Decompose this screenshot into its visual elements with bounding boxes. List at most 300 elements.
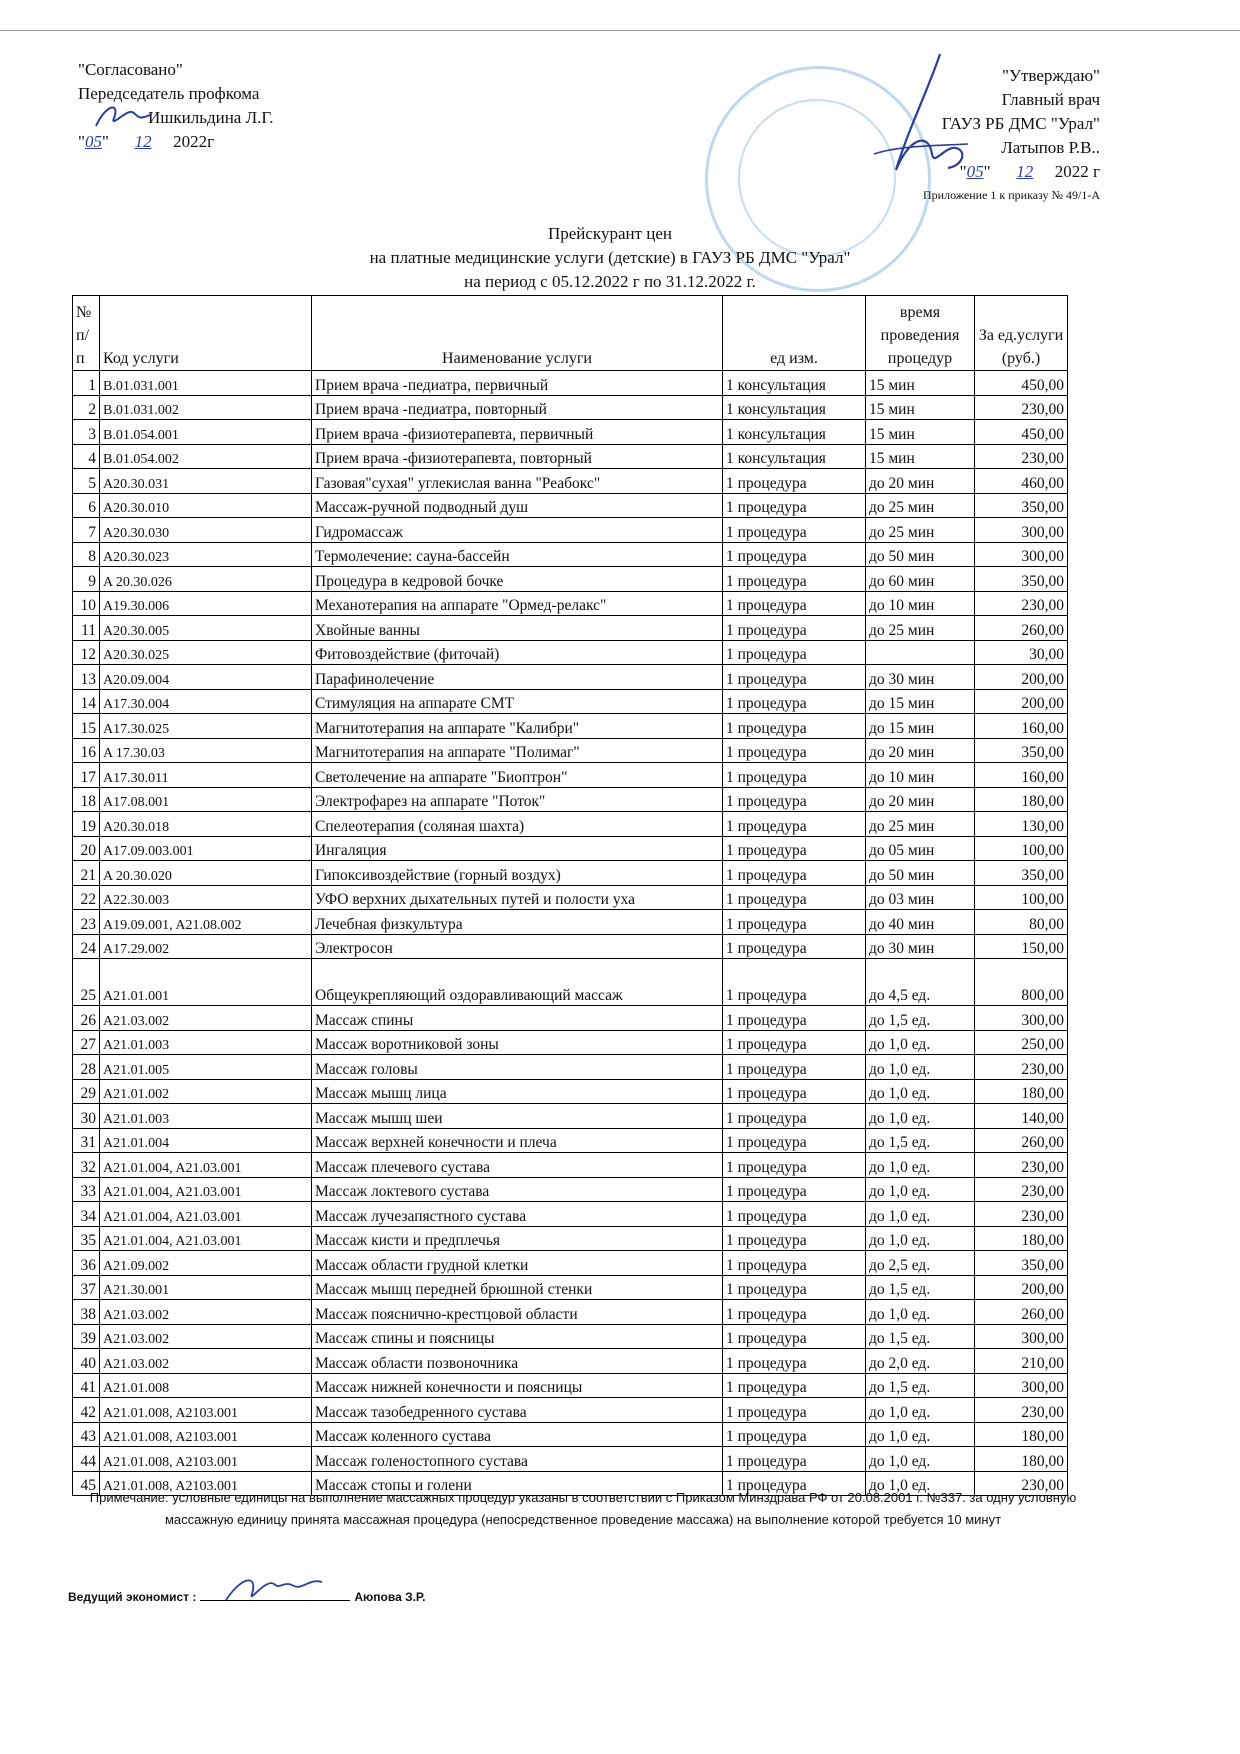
cell-time: 15 мин <box>866 420 975 445</box>
cell-unit: 1 процедура <box>723 910 866 935</box>
cell-time: до 30 мин <box>866 665 975 690</box>
table-row <box>73 1202 1068 1227</box>
table-row <box>73 542 1068 567</box>
cell-price: 300,00 <box>975 1006 1068 1031</box>
table-row <box>73 714 1068 739</box>
cell-unit: 1 процедура <box>723 542 866 567</box>
cell-name: Газовая"сухая" углекислая ванна "Реабокс" <box>312 469 723 494</box>
cell-price: 230,00 <box>975 1471 1068 1496</box>
cell-name: Общеукрепляющий оздоравливающий массаж <box>312 959 723 1006</box>
cell-time: до 1,0 ед. <box>866 1079 975 1104</box>
cell-unit: 1 процедура <box>723 1324 866 1349</box>
table-row <box>73 836 1068 861</box>
cell-time: до 1,5 ед. <box>866 1128 975 1153</box>
cell-time: до 15 мин <box>866 689 975 714</box>
agreed-signature-icon <box>92 100 162 132</box>
cell-price: 230,00 <box>975 1202 1068 1227</box>
cell-code: A21.01.008, A2103.001 <box>100 1471 312 1496</box>
cell-price: 180,00 <box>975 787 1068 812</box>
cell-code: A20.30.010 <box>100 493 312 518</box>
cell-name: УФО верхних дыхательных путей и полости уха <box>312 885 723 910</box>
cell-unit: 1 процедура <box>723 1300 866 1325</box>
cell-code: A21.01.004, A21.03.001 <box>100 1177 312 1202</box>
cell-time: до 10 мин <box>866 763 975 788</box>
table-row <box>73 493 1068 518</box>
cell-price: 260,00 <box>975 1300 1068 1325</box>
table-row <box>73 420 1068 445</box>
cell-price: 180,00 <box>975 1079 1068 1104</box>
cell-price: 300,00 <box>975 1324 1068 1349</box>
cell-n: 18 <box>73 787 100 812</box>
cell-time: до 15 мин <box>866 714 975 739</box>
cell-price: 160,00 <box>975 714 1068 739</box>
cell-code: A21.01.001 <box>100 959 312 1006</box>
cell-code: A21.03.002 <box>100 1324 312 1349</box>
cell-n: 34 <box>73 1202 100 1227</box>
cell-time: до 10 мин <box>866 591 975 616</box>
cell-unit: 1 процедура <box>723 1055 866 1080</box>
cell-unit: 1 процедура <box>723 1471 866 1496</box>
cell-unit: 1 процедура <box>723 1104 866 1129</box>
cell-n: 27 <box>73 1030 100 1055</box>
cell-time: до 05 мин <box>866 836 975 861</box>
economist-name: Аюпова З.Р. <box>354 1590 426 1604</box>
cell-time: до 1,0 ед. <box>866 1153 975 1178</box>
agreed-date-year: 2022г <box>173 132 215 151</box>
approve-org: ГАУЗ РБ ДМС "Урал" <box>941 114 1100 133</box>
table-row <box>73 640 1068 665</box>
cell-time: до 20 мин <box>866 738 975 763</box>
table-row <box>73 371 1068 396</box>
table-row <box>73 1226 1068 1251</box>
cell-time: до 50 мин <box>866 861 975 886</box>
footnote: Примечание: условные единицы на выполнение массажных процедур указаны в соответствии с Приказом Минздрава РФ от 20.08.2001 г. №337. за одну условную массажную единицу принята массажная процедура (непосредственное проведение массажа) на выполнение которой требуется 10 минут <box>89 1490 1077 1527</box>
cell-name: Гипоксивоздействие (горный воздух) <box>312 861 723 886</box>
cell-price: 160,00 <box>975 763 1068 788</box>
cell-code: A22.30.003 <box>100 885 312 910</box>
table-row <box>73 1398 1068 1423</box>
cell-unit: 1 процедура <box>723 469 866 494</box>
cell-code: A17.30.025 <box>100 714 312 739</box>
cell-code: A20.30.023 <box>100 542 312 567</box>
cell-time: до 60 мин <box>866 567 975 592</box>
cell-price: 30,00 <box>975 640 1068 665</box>
cell-price: 350,00 <box>975 567 1068 592</box>
cell-price: 350,00 <box>975 861 1068 886</box>
cell-unit: 1 процедура <box>723 812 866 837</box>
table-row <box>73 812 1068 837</box>
header-name: Наименование услуги <box>312 296 723 371</box>
cell-code: A21.01.003 <box>100 1030 312 1055</box>
cell-time: до 50 мин <box>866 542 975 567</box>
cell-name: Механотерапия на аппарате "Ормед-релакс" <box>312 591 723 616</box>
cell-name: Массаж спины <box>312 1006 723 1031</box>
cell-code: B.01.054.001 <box>100 420 312 445</box>
cell-price: 200,00 <box>975 1275 1068 1300</box>
cell-code: A21.01.008, A2103.001 <box>100 1422 312 1447</box>
approve-title: "Утверждаю" <box>1002 66 1100 85</box>
cell-code: A21.01.008, A2103.001 <box>100 1447 312 1472</box>
cell-time: до 1,0 ед. <box>866 1226 975 1251</box>
cell-name: Массаж области грудной клетки <box>312 1251 723 1276</box>
cell-n: 16 <box>73 738 100 763</box>
cell-code: A21.01.003 <box>100 1104 312 1129</box>
cell-name: Лечебная физкультура <box>312 910 723 935</box>
cell-name: Процедура в кедровой бочке <box>312 567 723 592</box>
cell-name: Массаж голеностопного сустава <box>312 1447 723 1472</box>
agreed-date-day: 05 <box>84 132 102 151</box>
approve-date-month: 12 <box>1016 162 1034 181</box>
table-row <box>73 1177 1068 1202</box>
cell-name: Массаж-ручной подводный душ <box>312 493 723 518</box>
cell-name: Прием врача -педиатра, повторный <box>312 395 723 420</box>
cell-price: 180,00 <box>975 1447 1068 1472</box>
cell-n: 15 <box>73 714 100 739</box>
cell-n: 33 <box>73 1177 100 1202</box>
cell-price: 300,00 <box>975 1373 1068 1398</box>
cell-name: Массаж лучезапястного сустава <box>312 1202 723 1227</box>
cell-unit: 1 процедура <box>723 616 866 641</box>
cell-name: Массаж головы <box>312 1055 723 1080</box>
cell-name: Массаж мышц лица <box>312 1079 723 1104</box>
cell-code: A21.01.002 <box>100 1079 312 1104</box>
cell-n: 11 <box>73 616 100 641</box>
cell-unit: 1 процедура <box>723 1006 866 1031</box>
cell-time: до 25 мин <box>866 518 975 543</box>
title-line-2: на платные медицинские услуги (детские) в ГАУЗ РБ ДМС "Урал" <box>369 248 851 267</box>
cell-unit: 1 процедура <box>723 689 866 714</box>
header-code: Код услуги <box>100 296 312 371</box>
cell-unit: 1 процедура <box>723 763 866 788</box>
cell-price: 800,00 <box>975 959 1068 1006</box>
cell-code: B.01.054.002 <box>100 444 312 469</box>
table-row <box>73 444 1068 469</box>
cell-time: 15 мин <box>866 395 975 420</box>
cell-code: A21.03.002 <box>100 1300 312 1325</box>
cell-price: 250,00 <box>975 1030 1068 1055</box>
table-row <box>73 469 1068 494</box>
cell-name: Парафинолечение <box>312 665 723 690</box>
cell-code: A17.30.004 <box>100 689 312 714</box>
table-row <box>73 689 1068 714</box>
cell-time: до 03 мин <box>866 885 975 910</box>
table-row <box>73 591 1068 616</box>
cell-price: 100,00 <box>975 836 1068 861</box>
cell-unit: 1 процедура <box>723 1128 866 1153</box>
cell-unit: 1 процедура <box>723 861 866 886</box>
cell-code: A21.01.004 <box>100 1128 312 1153</box>
title-line-1: Прейскурант цен <box>547 224 673 243</box>
cell-code: A20.09.004 <box>100 665 312 690</box>
cell-code: A17.29.002 <box>100 934 312 959</box>
table-row <box>73 861 1068 886</box>
cell-price: 230,00 <box>975 1398 1068 1423</box>
cell-code: A 17.30.03 <box>100 738 312 763</box>
cell-code: A20.30.031 <box>100 469 312 494</box>
table-header-row <box>73 296 1068 371</box>
cell-n: 4 <box>73 444 100 469</box>
cell-code: A21.03.002 <box>100 1006 312 1031</box>
cell-name: Ингаляция <box>312 836 723 861</box>
cell-time: до 1,0 ед. <box>866 1300 975 1325</box>
table-row <box>73 738 1068 763</box>
cell-n: 19 <box>73 812 100 837</box>
document-title <box>300 222 920 294</box>
price-table <box>72 295 1068 1496</box>
cell-time: до 25 мин <box>866 812 975 837</box>
agreed-position: Передседатель профкома <box>78 84 260 103</box>
cell-unit: 1 процедура <box>723 1422 866 1447</box>
table-row <box>73 1324 1068 1349</box>
table-row <box>73 1447 1068 1472</box>
cell-price: 200,00 <box>975 689 1068 714</box>
cell-price: 230,00 <box>975 591 1068 616</box>
header-price: За ед.услуги (руб.) <box>975 296 1068 371</box>
cell-code: A17.08.001 <box>100 787 312 812</box>
cell-n: 10 <box>73 591 100 616</box>
cell-time: до 1,5 ед. <box>866 1275 975 1300</box>
cell-time: до 1,0 ед. <box>866 1471 975 1496</box>
approve-name: Латыпов Р.В.. <box>1001 138 1100 157</box>
cell-unit: 1 консультация <box>723 420 866 445</box>
economist-signature-icon <box>222 1570 332 1610</box>
cell-name: Прием врача -физиотерапевта, первичный <box>312 420 723 445</box>
cell-n: 42 <box>73 1398 100 1423</box>
table-row <box>73 1251 1068 1276</box>
cell-price: 230,00 <box>975 1177 1068 1202</box>
cell-n: 7 <box>73 518 100 543</box>
cell-time: до 30 мин <box>866 934 975 959</box>
cell-unit: 1 процедура <box>723 518 866 543</box>
cell-unit: 1 процедура <box>723 1275 866 1300</box>
table-row <box>73 1275 1068 1300</box>
cell-n: 28 <box>73 1055 100 1080</box>
cell-n: 35 <box>73 1226 100 1251</box>
cell-code: A 20.30.026 <box>100 567 312 592</box>
cell-n: 36 <box>73 1251 100 1276</box>
cell-time: до 20 мин <box>866 787 975 812</box>
cell-unit: 1 процедура <box>723 567 866 592</box>
cell-name: Прием врача -педиатра, первичный <box>312 371 723 396</box>
cell-unit: 1 процедура <box>723 591 866 616</box>
cell-n: 22 <box>73 885 100 910</box>
table-row <box>73 959 1068 1006</box>
cell-price: 230,00 <box>975 444 1068 469</box>
cell-code: A17.09.003.001 <box>100 836 312 861</box>
cell-n: 5 <box>73 469 100 494</box>
header-num: № п/п <box>73 296 100 371</box>
cell-time: до 25 мин <box>866 616 975 641</box>
cell-code: A21.01.005 <box>100 1055 312 1080</box>
cell-unit: 1 процедура <box>723 959 866 1006</box>
cell-code: A21.01.004, A21.03.001 <box>100 1202 312 1227</box>
cell-price: 460,00 <box>975 469 1068 494</box>
cell-price: 210,00 <box>975 1349 1068 1374</box>
cell-n: 32 <box>73 1153 100 1178</box>
cell-price: 100,00 <box>975 885 1068 910</box>
cell-n: 14 <box>73 689 100 714</box>
cell-code: A21.01.004, A21.03.001 <box>100 1226 312 1251</box>
cell-unit: 1 процедура <box>723 787 866 812</box>
cell-price: 300,00 <box>975 518 1068 543</box>
table-row <box>73 1104 1068 1129</box>
cell-time: до 20 мин <box>866 469 975 494</box>
cell-code: A20.30.030 <box>100 518 312 543</box>
cell-unit: 1 процедура <box>723 1079 866 1104</box>
cell-name: Электрофарез на аппарате "Поток" <box>312 787 723 812</box>
approve-date: "05" 12 2022 г <box>942 160 1100 184</box>
cell-n: 3 <box>73 420 100 445</box>
header-unit: ед изм. <box>723 296 866 371</box>
cell-n: 37 <box>73 1275 100 1300</box>
approve-position: Главный врач <box>1001 90 1100 109</box>
appendix-note: Приложение 1 к приказу № 49/1-А <box>923 188 1100 202</box>
economist-label: Ведущий экономист : <box>68 1590 197 1604</box>
cell-n: 23 <box>73 910 100 935</box>
table-row <box>73 1422 1068 1447</box>
cell-unit: 1 процедура <box>723 640 866 665</box>
table-row <box>73 567 1068 592</box>
cell-time: 15 мин <box>866 371 975 396</box>
cell-n: 6 <box>73 493 100 518</box>
cell-name: Магнитотерапия на аппарате "Полимаг" <box>312 738 723 763</box>
cell-price: 180,00 <box>975 1422 1068 1447</box>
cell-n: 8 <box>73 542 100 567</box>
cell-unit: 1 процедура <box>723 714 866 739</box>
cell-unit: 1 процедура <box>723 1153 866 1178</box>
cell-n: 9 <box>73 567 100 592</box>
table-row <box>73 518 1068 543</box>
cell-time: до 1,0 ед. <box>866 1398 975 1423</box>
cell-price: 130,00 <box>975 812 1068 837</box>
approve-block <box>942 64 1100 184</box>
cell-name: Термолечение: сауна-бассейн <box>312 542 723 567</box>
cell-code: A21.01.004, A21.03.001 <box>100 1153 312 1178</box>
cell-time: до 40 мин <box>866 910 975 935</box>
cell-time: до 1,5 ед. <box>866 1373 975 1398</box>
cell-name: Магнитотерапия на аппарате "Калибри" <box>312 714 723 739</box>
cell-unit: 1 процедура <box>723 493 866 518</box>
cell-code: A21.01.008, A2103.001 <box>100 1398 312 1423</box>
cell-n: 29 <box>73 1079 100 1104</box>
cell-name: Массаж спины и поясницы <box>312 1324 723 1349</box>
cell-name: Массаж тазобедренного сустава <box>312 1398 723 1423</box>
cell-name: Массаж области позвоночника <box>312 1349 723 1374</box>
cell-price: 150,00 <box>975 934 1068 959</box>
table-row <box>73 616 1068 641</box>
agreed-date: "05" 12 2022г <box>78 130 274 154</box>
cell-name: Массаж плечевого сустава <box>312 1153 723 1178</box>
cell-name: Прием врача -физиотерапевта, повторный <box>312 444 723 469</box>
table-row <box>73 1349 1068 1374</box>
cell-name: Фитовоздействие (фиточай) <box>312 640 723 665</box>
cell-n: 17 <box>73 763 100 788</box>
cell-unit: 1 процедура <box>723 1226 866 1251</box>
approve-date-day: 05 <box>966 162 984 181</box>
cell-n: 44 <box>73 1447 100 1472</box>
cell-n: 13 <box>73 665 100 690</box>
cell-n: 31 <box>73 1128 100 1153</box>
cell-time <box>866 640 975 665</box>
cell-price: 180,00 <box>975 1226 1068 1251</box>
table-row <box>73 665 1068 690</box>
cell-n: 30 <box>73 1104 100 1129</box>
cell-n: 38 <box>73 1300 100 1325</box>
cell-code: B.01.031.002 <box>100 395 312 420</box>
cell-name: Хвойные ванны <box>312 616 723 641</box>
agreed-title: "Согласовано" <box>78 60 183 79</box>
cell-time: до 2,5 ед. <box>866 1251 975 1276</box>
cell-price: 300,00 <box>975 542 1068 567</box>
table-row <box>73 1030 1068 1055</box>
cell-code: A21.01.008 <box>100 1373 312 1398</box>
cell-time: 15 мин <box>866 444 975 469</box>
cell-name: Массаж верхней конечности и плеча <box>312 1128 723 1153</box>
header-time: время проведения процедур <box>866 296 975 371</box>
cell-name: Спелеотерапия (соляная шахта) <box>312 812 723 837</box>
cell-time: до 1,0 ед. <box>866 1055 975 1080</box>
cell-code: A17.30.011 <box>100 763 312 788</box>
cell-unit: 1 процедура <box>723 1349 866 1374</box>
cell-name: Массаж нижней конечности и поясницы <box>312 1373 723 1398</box>
cell-unit: 1 процедура <box>723 1447 866 1472</box>
table-row <box>73 885 1068 910</box>
table-row <box>73 1128 1068 1153</box>
cell-name: Светолечение на аппарате "Биоптрон" <box>312 763 723 788</box>
cell-n: 1 <box>73 371 100 396</box>
approve-date-year: 2022 г <box>1054 162 1100 181</box>
cell-unit: 1 консультация <box>723 371 866 396</box>
cell-name: Массаж локтевого сустава <box>312 1177 723 1202</box>
cell-unit: 1 процедура <box>723 665 866 690</box>
table-row <box>73 1006 1068 1031</box>
cell-code: A19.30.006 <box>100 591 312 616</box>
cell-name: Массаж кисти и предплечья <box>312 1226 723 1251</box>
table-row <box>73 1153 1068 1178</box>
cell-price: 230,00 <box>975 395 1068 420</box>
cell-n: 2 <box>73 395 100 420</box>
cell-price: 200,00 <box>975 665 1068 690</box>
cell-price: 450,00 <box>975 371 1068 396</box>
cell-name: Электросон <box>312 934 723 959</box>
table-row <box>73 1079 1068 1104</box>
cell-n: 21 <box>73 861 100 886</box>
top-divider <box>0 30 1240 31</box>
cell-unit: 1 процедура <box>723 1373 866 1398</box>
cell-unit: 1 процедура <box>723 1177 866 1202</box>
cell-unit: 1 консультация <box>723 395 866 420</box>
table-row <box>73 910 1068 935</box>
cell-time: до 1,0 ед. <box>866 1177 975 1202</box>
cell-unit: 1 консультация <box>723 444 866 469</box>
cell-code: A 20.30.020 <box>100 861 312 886</box>
cell-code: A20.30.018 <box>100 812 312 837</box>
cell-name: Массаж воротниковой зоны <box>312 1030 723 1055</box>
cell-unit: 1 процедура <box>723 738 866 763</box>
cell-price: 230,00 <box>975 1153 1068 1178</box>
cell-unit: 1 процедура <box>723 934 866 959</box>
table-row <box>73 934 1068 959</box>
cell-price: 350,00 <box>975 493 1068 518</box>
cell-code: A21.30.001 <box>100 1275 312 1300</box>
cell-n: 20 <box>73 836 100 861</box>
cell-code: A20.30.025 <box>100 640 312 665</box>
cell-name: Массаж мышц шеи <box>312 1104 723 1129</box>
cell-name: Массаж стопы и голени <box>312 1471 723 1496</box>
cell-time: до 1,5 ед. <box>866 1324 975 1349</box>
cell-n: 25 <box>73 959 100 1006</box>
cell-code: A21.03.002 <box>100 1349 312 1374</box>
